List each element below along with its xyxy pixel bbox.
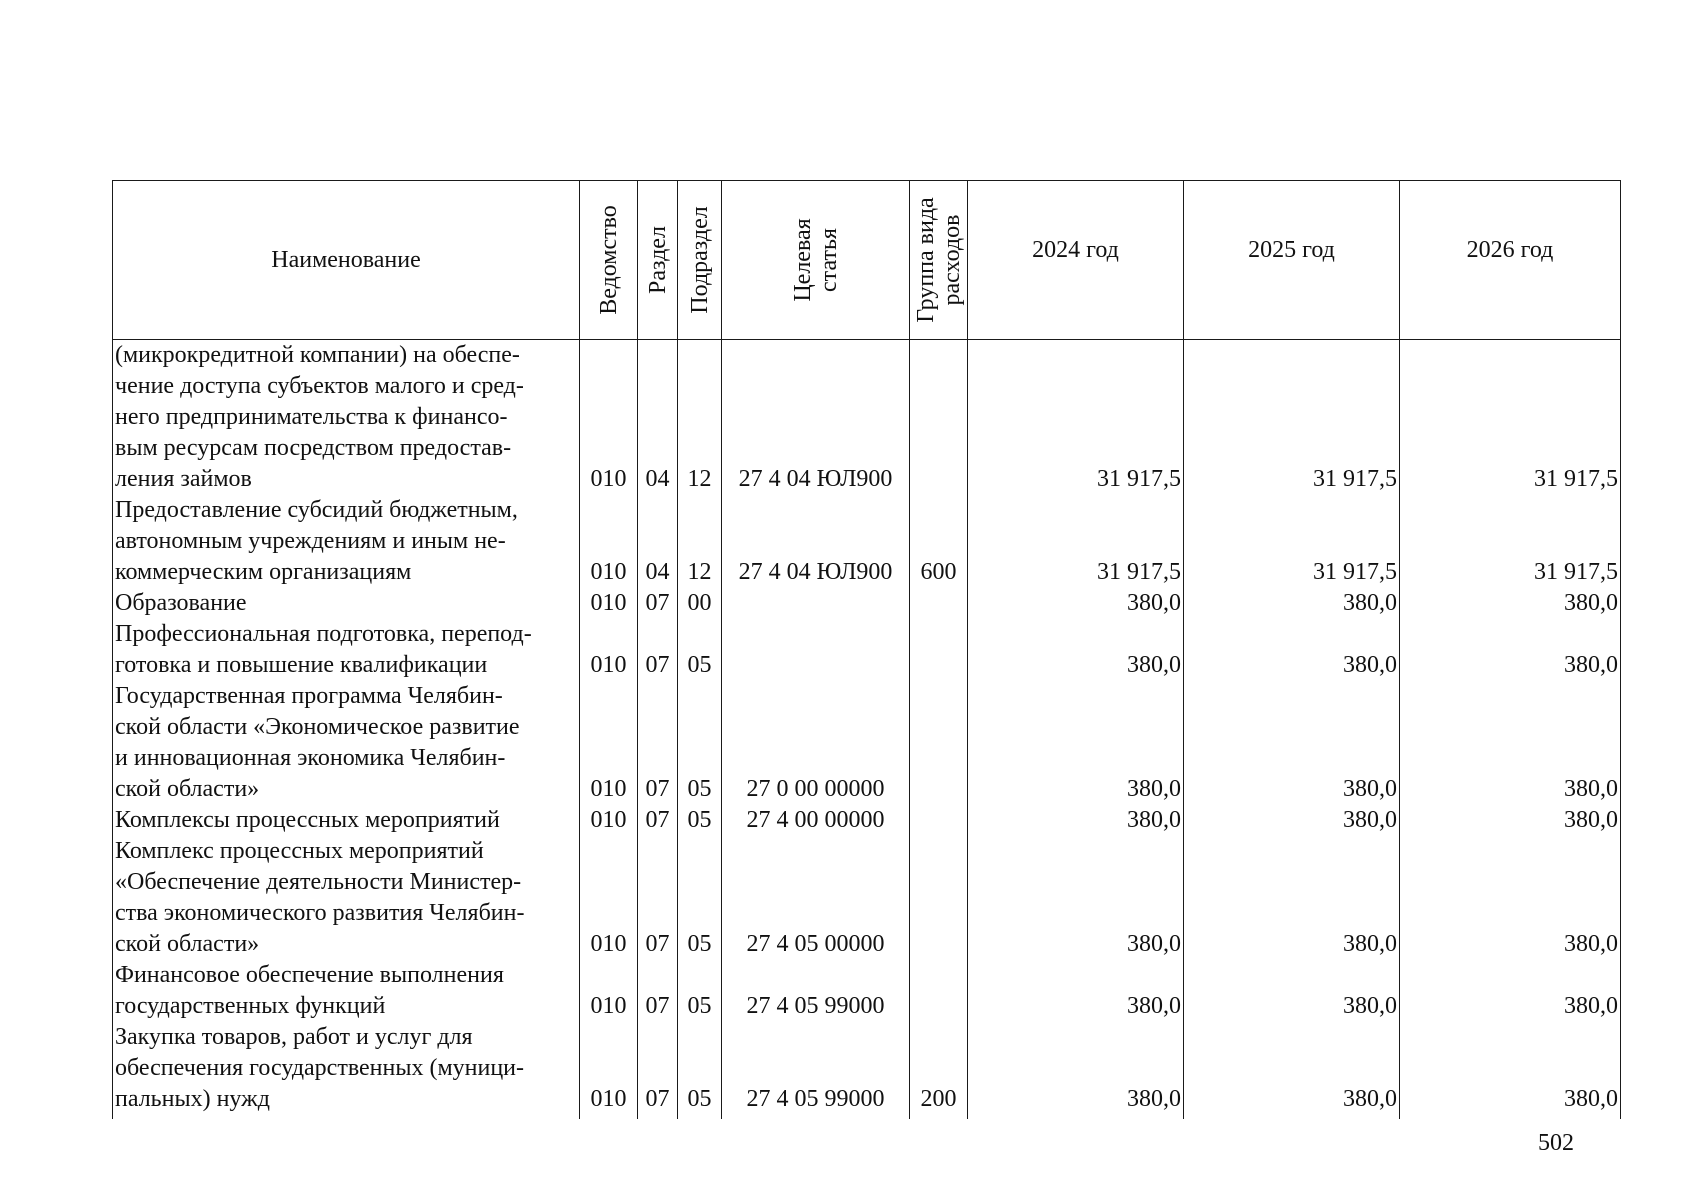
cell-value-2024: 380,0 (968, 836, 1184, 960)
cell-name-line: ской области» (115, 931, 260, 957)
cell-vedomstvo: 010 (580, 588, 638, 619)
cell-value-2026: 380,0 (1400, 588, 1621, 619)
cell-value-2025: 380,0 (1184, 960, 1400, 1022)
cell-name-line: и инновационная экономика Челябин- (115, 745, 506, 771)
cell-value-2024: 380,0 (968, 588, 1184, 619)
table-body (113, 340, 1621, 1120)
cell-name-line: государственных функций (115, 993, 386, 1019)
cell-name (113, 960, 580, 1022)
cell-value-2025: 380,0 (1184, 588, 1400, 619)
cell-name-line: Комплексы процессных мероприятий (115, 807, 500, 833)
cell-vedomstvo: 010 (580, 1022, 638, 1119)
cell-celevaya-statya (722, 588, 910, 619)
cell-name-line: ления займов (115, 466, 252, 492)
cell-razdel: 07 (638, 1022, 678, 1119)
cell-value-2025: 380,0 (1184, 836, 1400, 960)
cell-podrazdel: 05 (678, 805, 722, 836)
cell-gruppa-vida-rashodov (910, 619, 968, 681)
cell-name-line: коммерческим организациям (115, 559, 412, 585)
cell-name-line: обеспечения государственных (муници- (115, 1055, 525, 1081)
cell-value-2025: 380,0 (1184, 681, 1400, 805)
cell-razdel: 07 (638, 836, 678, 960)
table-row (113, 681, 1621, 805)
cell-gruppa-vida-rashodov (910, 960, 968, 1022)
cell-podrazdel: 05 (678, 960, 722, 1022)
cell-name-line: него предпринимательства к финансо- (115, 404, 508, 430)
cell-vedomstvo: 010 (580, 805, 638, 836)
header-podrazdel: Подраздел (678, 181, 722, 340)
cell-vedomstvo: 010 (580, 960, 638, 1022)
cell-podrazdel: 05 (678, 619, 722, 681)
cell-value-2024: 31 917,5 (968, 340, 1184, 496)
header-gruppa-vida-rashodov: Группа вида расходов (910, 181, 968, 340)
cell-podrazdel: 12 (678, 340, 722, 496)
cell-vedomstvo: 010 (580, 495, 638, 588)
cell-value-2026: 380,0 (1400, 1022, 1621, 1119)
cell-podrazdel: 05 (678, 836, 722, 960)
cell-podrazdel: 05 (678, 681, 722, 805)
cell-name-line: Образование (115, 590, 247, 616)
cell-vedomstvo: 010 (580, 681, 638, 805)
cell-name-line: ской области» (115, 776, 260, 802)
cell-value-2026: 380,0 (1400, 960, 1621, 1022)
cell-vedomstvo: 010 (580, 619, 638, 681)
cell-celevaya-statya (722, 619, 910, 681)
cell-razdel: 07 (638, 681, 678, 805)
cell-name-line: пальных) нужд (115, 1086, 270, 1112)
cell-name (113, 340, 580, 496)
cell-gruppa-vida-rashodov (910, 805, 968, 836)
cell-value-2025: 380,0 (1184, 619, 1400, 681)
table-header-row (113, 181, 1621, 340)
cell-value-2024: 380,0 (968, 1022, 1184, 1119)
cell-value-2024: 31 917,5 (968, 495, 1184, 588)
cell-name (113, 836, 580, 960)
cell-name (113, 619, 580, 681)
cell-name-line: «Обеспечение деятельности Министер- (115, 869, 522, 895)
cell-value-2026: 380,0 (1400, 681, 1621, 805)
table-row (113, 588, 1621, 619)
cell-name-line: готовка и повышение квалификации (115, 652, 488, 678)
cell-razdel: 07 (638, 960, 678, 1022)
cell-name (113, 495, 580, 588)
cell-gruppa-vida-rashodov (910, 340, 968, 496)
header-year-2024: 2024 год (968, 181, 1184, 340)
header-year-2026: 2026 год (1400, 181, 1621, 340)
cell-podrazdel: 00 (678, 588, 722, 619)
cell-value-2025: 380,0 (1184, 805, 1400, 836)
cell-name-line: Профессиональная подготовка, перепод- (115, 621, 532, 647)
table-row (113, 1022, 1621, 1119)
table-row (113, 619, 1621, 681)
cell-vedomstvo: 010 (580, 340, 638, 496)
cell-name (113, 681, 580, 805)
table-row (113, 960, 1621, 1022)
cell-name (113, 588, 580, 619)
cell-value-2026: 380,0 (1400, 836, 1621, 960)
budget-table (112, 180, 1621, 1119)
cell-value-2024: 380,0 (968, 960, 1184, 1022)
header-celevaya-statya: Целевая статья (722, 181, 910, 340)
cell-celevaya-statya: 27 4 05 99000 (722, 1022, 910, 1119)
cell-name-line: Государственная программа Челябин- (115, 683, 503, 709)
cell-name-line: Финансовое обеспечение выполнения (115, 962, 504, 988)
cell-value-2025: 31 917,5 (1184, 495, 1400, 588)
cell-value-2026: 31 917,5 (1400, 340, 1621, 496)
cell-name-line: ства экономического развития Челябин- (115, 900, 525, 926)
cell-gruppa-vida-rashodov (910, 588, 968, 619)
cell-celevaya-statya: 27 4 05 99000 (722, 960, 910, 1022)
header-vedomstvo: Ведомство (580, 181, 638, 340)
cell-name-line: автономным учреждениям и иным не- (115, 528, 506, 554)
cell-gruppa-vida-rashodov (910, 836, 968, 960)
cell-gruppa-vida-rashodov: 600 (910, 495, 968, 588)
cell-name (113, 805, 580, 836)
cell-value-2024: 380,0 (968, 619, 1184, 681)
cell-razdel: 04 (638, 340, 678, 496)
cell-gruppa-vida-rashodov: 200 (910, 1022, 968, 1119)
cell-name-line: Предоставление субсидий бюджетным, (115, 497, 518, 523)
cell-name-line: (микрокредитной компании) на обеспе- (115, 342, 520, 368)
cell-value-2026: 31 917,5 (1400, 495, 1621, 588)
header-name: Наименование (113, 181, 580, 340)
cell-name-line: Комплекс процессных мероприятий (115, 838, 484, 864)
cell-value-2024: 380,0 (968, 805, 1184, 836)
cell-name-line: Закупка товаров, работ и услуг для (115, 1024, 473, 1050)
page-number: 502 (1538, 1130, 1574, 1156)
cell-celevaya-statya: 27 4 05 00000 (722, 836, 910, 960)
cell-name-line: вым ресурсам посредством предостав- (115, 435, 512, 461)
cell-value-2025: 380,0 (1184, 1022, 1400, 1119)
header-year-2025: 2025 год (1184, 181, 1400, 340)
table-row (113, 340, 1621, 496)
table-row (113, 836, 1621, 960)
cell-value-2026: 380,0 (1400, 805, 1621, 836)
table-row (113, 805, 1621, 836)
cell-value-2024: 380,0 (968, 681, 1184, 805)
cell-podrazdel: 12 (678, 495, 722, 588)
cell-razdel: 07 (638, 805, 678, 836)
cell-celevaya-statya: 27 4 04 ЮЛ900 (722, 340, 910, 496)
cell-name-line: ской области «Экономическое развитие (115, 714, 520, 740)
header-razdel: Раздел (638, 181, 678, 340)
cell-gruppa-vida-rashodov (910, 681, 968, 805)
cell-razdel: 07 (638, 588, 678, 619)
cell-value-2025: 31 917,5 (1184, 340, 1400, 496)
cell-value-2026: 380,0 (1400, 619, 1621, 681)
cell-celevaya-statya: 27 0 00 00000 (722, 681, 910, 805)
cell-celevaya-statya: 27 4 00 00000 (722, 805, 910, 836)
cell-podrazdel: 05 (678, 1022, 722, 1119)
cell-name-line: чение доступа субъектов малого и сред- (115, 373, 524, 399)
table-row (113, 495, 1621, 588)
cell-vedomstvo: 010 (580, 836, 638, 960)
cell-celevaya-statya: 27 4 04 ЮЛ900 (722, 495, 910, 588)
cell-razdel: 04 (638, 495, 678, 588)
cell-name (113, 1022, 580, 1119)
cell-razdel: 07 (638, 619, 678, 681)
